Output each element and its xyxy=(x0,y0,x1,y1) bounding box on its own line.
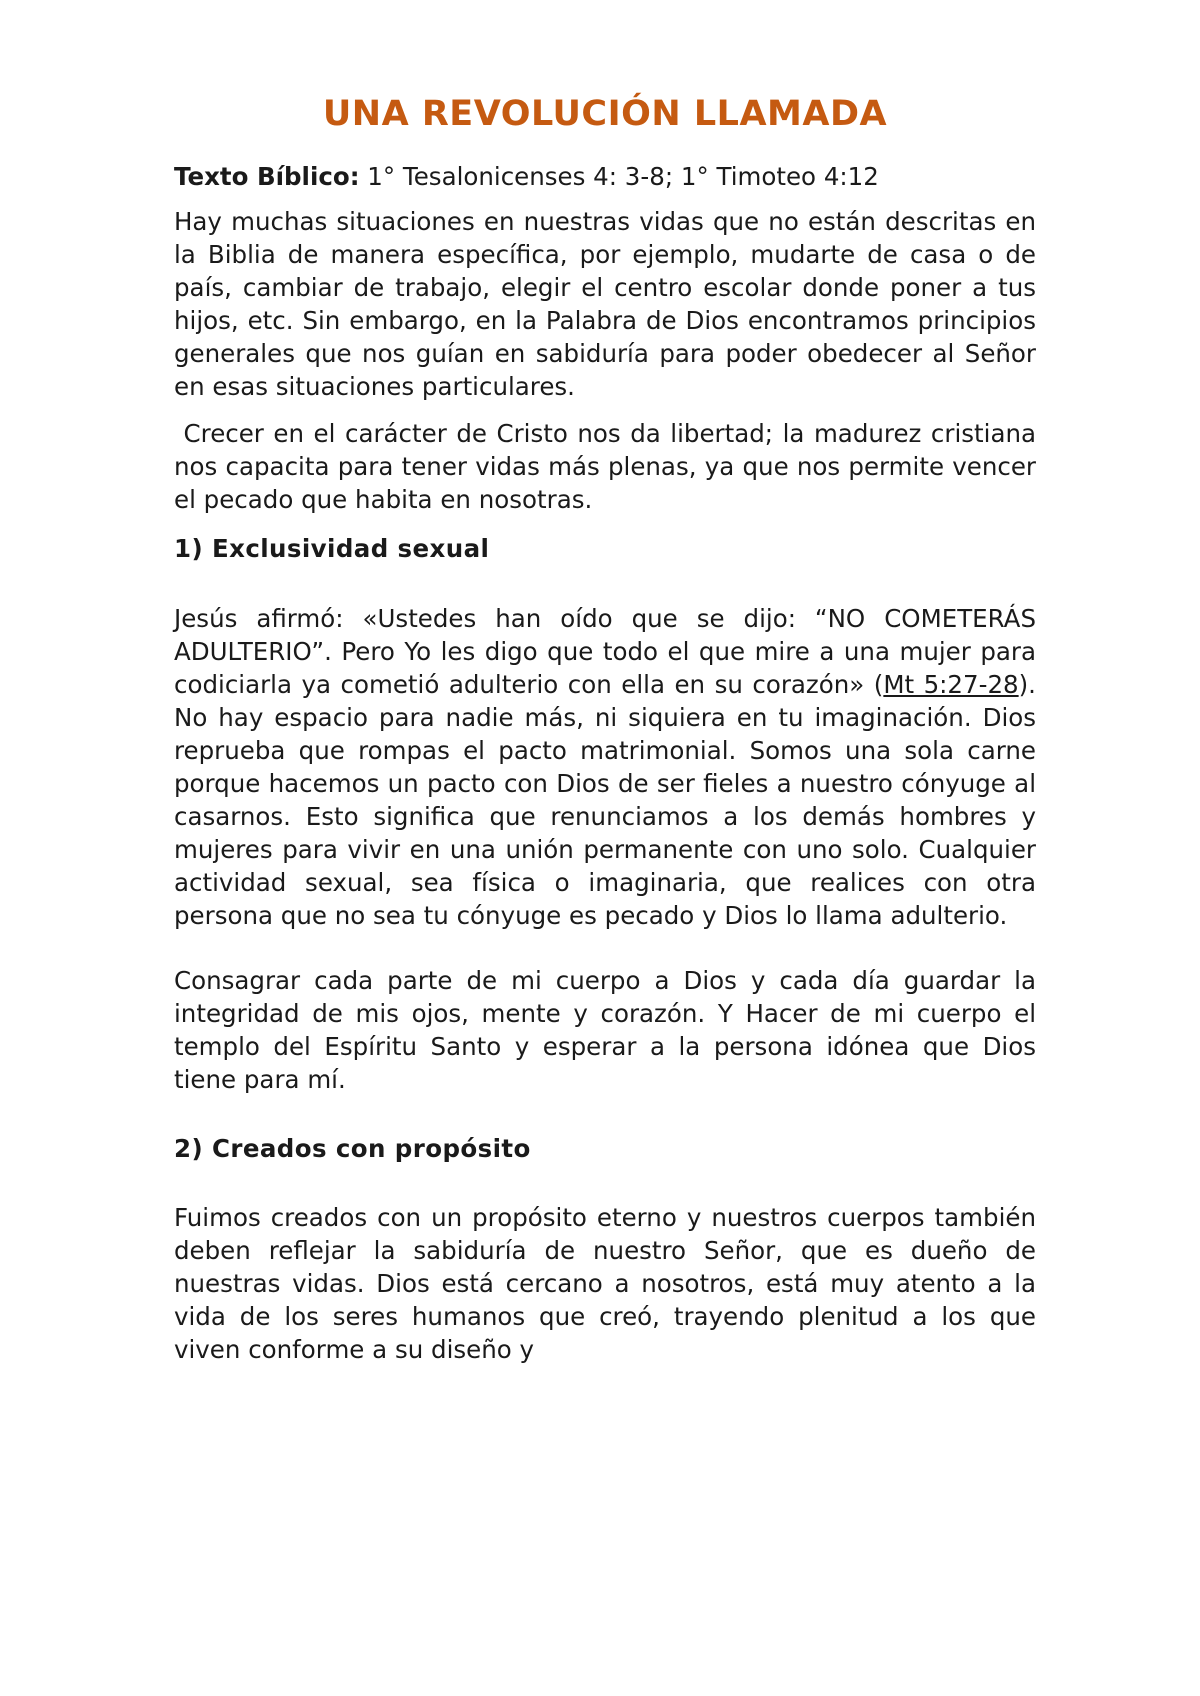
consagrar-paragraph: Consagrar cada parte de mi cuerpo a Dios y cada día guardar la integridad de mis ojos, mente y corazón. Y Hacer de mi cuerpo el templo del Espíritu Santo y esperar a la persona idónea que Dios tiene para mí. xyxy=(174,966,1036,1094)
bible-reference-text: 1° Tesalonicenses 4: 3-8; 1° Timoteo 4:12 xyxy=(359,162,879,191)
bible-reference-label: Texto Bíblico: xyxy=(174,162,360,191)
bible-reference xyxy=(174,160,1036,193)
proposito-paragraph: Fuimos creados con un propósito eterno y nuestros cuerpos también deben reflejar la sabiduría de nuestro Señor, que es dueño de nuestras vidas. Dios está cercano a nosotros, está muy atento a la vida de los seres humanos que creó, trayendo plenitud a los que viven conforme a su diseño y xyxy=(174,1203,1036,1364)
quote-text-before: Jesús afirmó: «Ustedes han oído que se dijo: “NO COMETERÁS ADULTERIO”. Pero Yo les digo que todo el que mire a una mujer para codiciarla ya cometió adulterio con ella en su corazón» ( xyxy=(174,604,1036,699)
growth-paragraph: Crecer en el carácter de Cristo nos da libertad; la madurez cristiana nos capacita para tener vidas más plenas, ya que nos permite vencer el pecado que habita en nosotras. xyxy=(174,419,1044,514)
quote-paragraph xyxy=(174,602,1036,932)
intro-paragraph: Hay muchas situaciones en nuestras vidas que no están descritas en la Biblia de manera específica, por ejemplo, mudarte de casa o de país, cambiar de trabajo, elegir el centro escolar donde poner a tus hijos, etc. Sin embargo, en la Palabra de Dios encontramos principios generales que nos guían en sabiduría para poder obedecer al Señor en esas situaciones particulares. xyxy=(174,207,1036,401)
scripture-link[interactable]: Mt 5:27-28 xyxy=(883,670,1019,699)
section-heading-proposito: 2) Creados con propósito xyxy=(174,1134,531,1163)
section-heading-exclusividad: 1) Exclusividad sexual xyxy=(174,534,490,563)
document-title: UNA REVOLUCIÓN LLAMADA xyxy=(322,94,888,134)
quote-text-after: ). No hay espacio para nadie más, ni siquiera en tu imaginación. Dios reprueba que rompas el pacto matrimonial. Somos una sola carne porque hacemos un pacto con Dios de ser fieles a nuestro cónyuge al casarnos. Esto significa que renunciamos a los demás hombres y mujeres para vivir en una unión permanente con uno solo. Cualquier actividad sexual, sea física o imaginaria, que realices con otra persona que no sea tu cónyuge es pecado y Dios lo llama adulterio. xyxy=(174,670,1036,930)
document-page xyxy=(174,0,1044,1366)
